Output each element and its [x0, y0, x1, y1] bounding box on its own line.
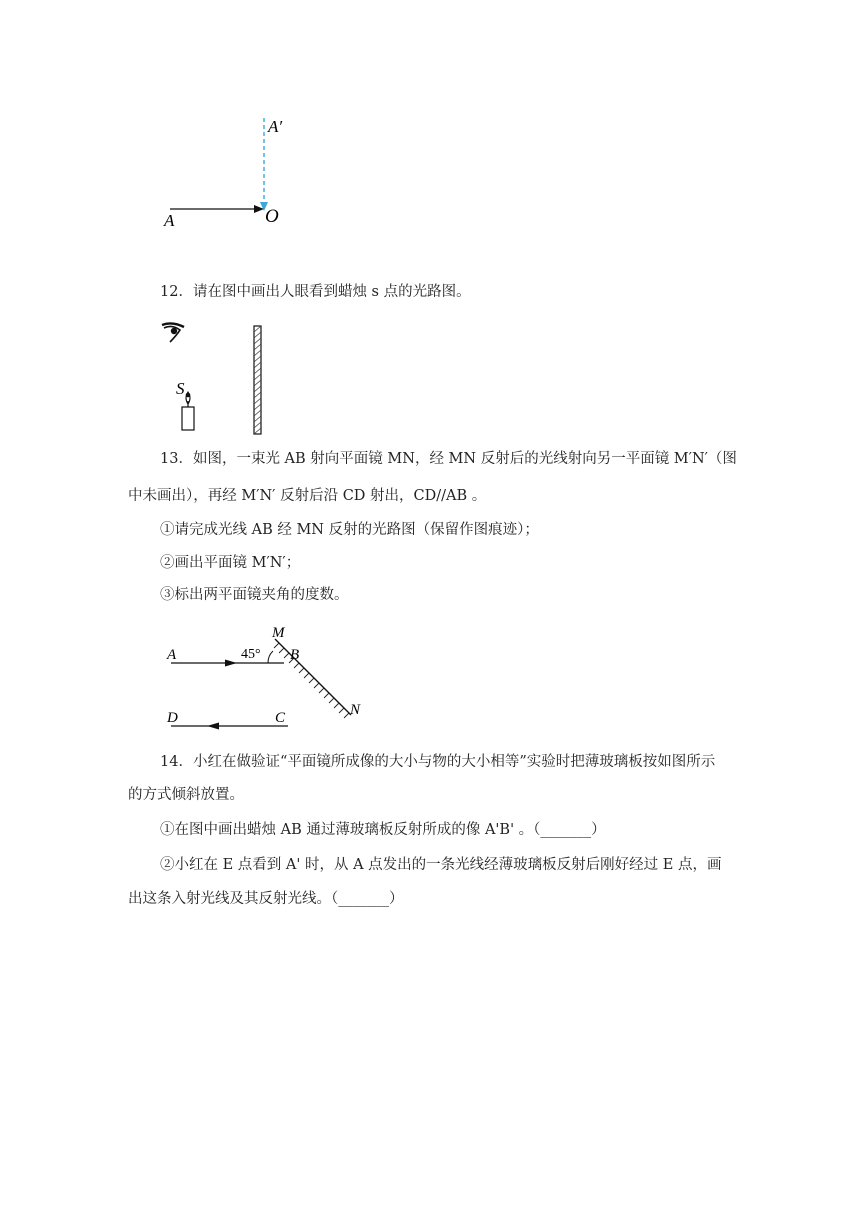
question-13-line2: 中未画出），再经 M′N′ 反射后沿 CD 射出，CD//AB 。 — [128, 488, 487, 504]
question-12-text: 12．请在图中画出人眼看到蜡烛 s 点的光路图。 — [160, 284, 471, 300]
ray-cd-arrowhead — [207, 723, 219, 730]
question-14-item2: ②小红在 E 点看到 A' 时，从 A 点发出的一条光线经薄玻璃板反射后刚好经过 E 点，画 — [160, 857, 722, 873]
label-s: S — [176, 379, 185, 398]
figure-arrow-reflection — [150, 110, 310, 235]
question-14-item1: ①在图中画出蜡烛 AB 通过薄玻璃板反射所成的像 A'B' 。（_______） — [160, 822, 606, 838]
label-d: D — [167, 710, 178, 726]
question-14-item3: 出这条入射光线及其反射光线。（_______） — [128, 891, 404, 907]
label-a: A — [167, 647, 177, 663]
label-o: O — [265, 206, 279, 227]
angle-arc — [268, 651, 273, 663]
label-b: B — [290, 647, 300, 663]
label-c: C — [275, 710, 286, 726]
question-13-item3: ③标出两平面镜夹角的度数。 — [160, 587, 349, 603]
question-14-line2: 的方式倾斜放置。 — [128, 787, 244, 803]
label-n: N — [350, 702, 361, 718]
label-m: M — [272, 625, 285, 641]
plane-mirror — [254, 326, 261, 434]
question-13-line1: 13．如图，一束光 AB 射向平面镜 MN，经 MN 反射后的光线射向另一平面镜 M′N′（图 — [160, 451, 737, 467]
question-13-item2: ②画出平面镜 M′N′； — [160, 555, 301, 571]
figure-two-mirrors — [155, 620, 375, 735]
figure-eye-candle-mirror — [150, 318, 280, 438]
label-a-prime: A′ — [268, 117, 283, 136]
question-13-item1: ①请完成光线 AB 经 MN 反射的光路图（保留作图痕迹）； — [160, 522, 539, 538]
mirror-mn-hatching — [274, 643, 349, 718]
label-a: A — [164, 211, 175, 230]
question-14-line1: 14．小红在做验证“平面镜所成像的大小与物的大小相等”实验时把薄玻璃板按如图所示 — [160, 754, 716, 770]
label-angle: 45° — [241, 647, 261, 662]
mirror-mn — [275, 639, 351, 715]
ray-ab-arrowhead — [225, 660, 237, 667]
eye-icon — [162, 323, 184, 342]
